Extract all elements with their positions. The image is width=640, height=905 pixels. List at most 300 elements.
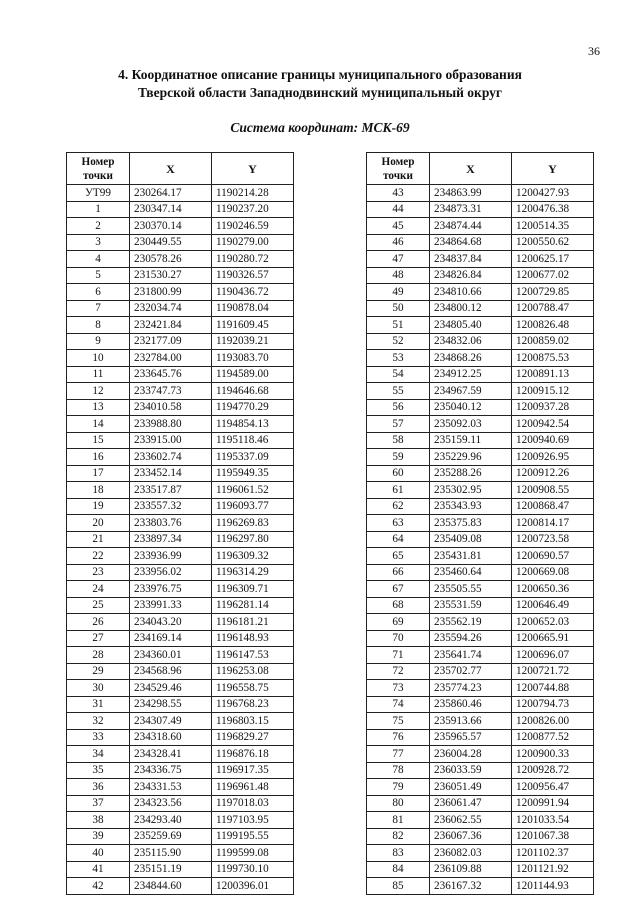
y-coordinate-cell: 1196768.23 [212,696,294,713]
x-coordinate-cell: 234864.68 [430,234,512,251]
point-number-cell: 17 [67,465,130,482]
point-number-cell: 42 [67,878,130,895]
point-number-cell: 54 [367,366,430,383]
x-coordinate-cell: 235259.69 [130,828,212,845]
point-number-cell: 55 [367,383,430,400]
y-coordinate-cell: 1200814.17 [512,515,594,532]
x-coordinate-cell: 234826.84 [430,267,512,284]
y-coordinate-cell: 1194646.68 [212,383,294,400]
point-number-cell: 70 [367,630,430,647]
y-coordinate-cell: 1196253.08 [212,663,294,680]
x-coordinate-cell: 234298.55 [130,696,212,713]
x-coordinate-cell: 230449.55 [130,234,212,251]
y-coordinate-cell: 1196093.77 [212,498,294,515]
point-number-cell: 20 [67,515,130,532]
table-row [367,597,594,614]
x-coordinate-cell: 231800.99 [130,284,212,301]
x-coordinate-cell: 233936.99 [130,548,212,565]
header-x: X [130,153,212,185]
y-coordinate-cell: 1200696.07 [512,647,594,664]
point-number-cell: 57 [367,416,430,433]
y-coordinate-cell: 1201144.93 [512,878,594,895]
table-row [67,795,294,812]
y-coordinate-cell: 1200625.17 [512,251,594,268]
table-header-row [367,153,594,185]
table-row [67,647,294,664]
y-coordinate-cell: 1200826.00 [512,713,594,730]
x-coordinate-cell: 234293.40 [130,812,212,829]
y-coordinate-cell: 1195118.46 [212,432,294,449]
x-coordinate-cell: 236004.28 [430,746,512,763]
y-coordinate-cell: 1196269.83 [212,515,294,532]
y-coordinate-cell: 1196181.21 [212,614,294,631]
y-coordinate-cell: 1190280.72 [212,251,294,268]
table-row [67,630,294,647]
y-coordinate-cell: 1200937.28 [512,399,594,416]
point-number-cell: 64 [367,531,430,548]
y-coordinate-cell: 1201067.38 [512,828,594,845]
y-coordinate-cell: 1201102.37 [512,845,594,862]
table-row [67,399,294,416]
x-coordinate-cell: 236067.36 [430,828,512,845]
y-coordinate-cell: 1200476.38 [512,201,594,218]
x-coordinate-cell: 234360.01 [130,647,212,664]
y-coordinate-cell: 1200723.58 [512,531,594,548]
y-coordinate-cell: 1196147.53 [212,647,294,664]
table-row [67,284,294,301]
y-coordinate-cell: 1200550.62 [512,234,594,251]
table-row [67,432,294,449]
x-coordinate-cell: 233897.34 [130,531,212,548]
point-number-cell: 79 [367,779,430,796]
table-row [367,696,594,713]
table-row [67,350,294,367]
y-coordinate-cell: 1200912.26 [512,465,594,482]
y-coordinate-cell: 1190279.00 [212,234,294,251]
coordinate-system-title: Система координат: МСК-69 [230,120,410,135]
x-coordinate-cell: 236109.88 [430,861,512,878]
y-coordinate-cell: 1196297.80 [212,531,294,548]
table-row [67,680,294,697]
y-coordinate-cell: 1200396.01 [212,878,294,895]
table-row [67,317,294,334]
y-coordinate-cell: 1200875.53 [512,350,594,367]
y-coordinate-cell: 1194589.00 [212,366,294,383]
header-y: Y [512,153,594,185]
y-coordinate-cell: 1200928.72 [512,762,594,779]
x-coordinate-cell: 234529.46 [130,680,212,697]
table-row [67,564,294,581]
x-coordinate-cell: 234328.41 [130,746,212,763]
table-row [67,366,294,383]
y-coordinate-cell: 1196558.75 [212,680,294,697]
table-row [367,284,594,301]
point-number-cell: 22 [67,548,130,565]
table-row [367,812,594,829]
table-row [367,300,594,317]
table-row [67,845,294,862]
y-coordinate-cell: 1200721.72 [512,663,594,680]
point-number-cell: 30 [67,680,130,697]
table-row [367,482,594,499]
point-number-cell: 15 [67,432,130,449]
y-coordinate-cell: 1199599.08 [212,845,294,862]
x-coordinate-cell: 234336.75 [130,762,212,779]
x-coordinate-cell: 236062.55 [430,812,512,829]
point-number-cell: 71 [367,647,430,664]
x-coordinate-cell: 234873.31 [430,201,512,218]
table-row [67,779,294,796]
x-coordinate-cell: 234868.26 [430,350,512,367]
coordinates-table-right [366,152,594,895]
y-coordinate-cell: 1196876.18 [212,746,294,763]
table-row [367,432,594,449]
x-coordinate-cell: 235151.19 [130,861,212,878]
x-coordinate-cell: 232421.84 [130,317,212,334]
y-coordinate-cell: 1194770.29 [212,399,294,416]
table-row [67,449,294,466]
y-coordinate-cell: 1200652.03 [512,614,594,631]
table-row [367,861,594,878]
point-number-cell: 29 [67,663,130,680]
header-x: X [430,153,512,185]
x-coordinate-cell: 235115.90 [130,845,212,862]
table-row [367,317,594,334]
x-coordinate-cell: 235562.19 [430,614,512,631]
x-coordinate-cell: 233747.73 [130,383,212,400]
y-coordinate-cell: 1199195.55 [212,828,294,845]
x-coordinate-cell: 233452.14 [130,465,212,482]
x-coordinate-cell: 236167.32 [430,878,512,895]
point-number-cell: 60 [367,465,430,482]
point-number-cell: 49 [367,284,430,301]
point-number-cell: 7 [67,300,130,317]
point-number-cell: 43 [367,185,430,202]
heading-line-1: 4. Координатное описание границы муниципального образования [118,67,522,82]
table-row [67,762,294,779]
y-coordinate-cell: 1200826.48 [512,317,594,334]
point-number-cell: 69 [367,614,430,631]
y-coordinate-cell: 1200427.93 [512,185,594,202]
point-number-cell: 72 [367,663,430,680]
point-number-cell: 74 [367,696,430,713]
table-row [67,482,294,499]
x-coordinate-cell: 233976.75 [130,581,212,598]
x-coordinate-cell: 235302.95 [430,482,512,499]
y-coordinate-cell: 1196917.35 [212,762,294,779]
y-coordinate-cell: 1200650.36 [512,581,594,598]
table-row [367,614,594,631]
point-number-cell: 40 [67,845,130,862]
point-number-cell: 34 [67,746,130,763]
point-number-cell: 33 [67,729,130,746]
x-coordinate-cell: 234805.40 [430,317,512,334]
y-coordinate-cell: 1196061.52 [212,482,294,499]
table-row [367,498,594,515]
point-number-cell: 48 [367,267,430,284]
header-point-number [67,153,130,185]
table-row [367,795,594,812]
table-row [67,861,294,878]
x-coordinate-cell: 235343.93 [430,498,512,515]
point-number-cell: 80 [367,795,430,812]
x-coordinate-cell: 235594.26 [430,630,512,647]
table-row [67,383,294,400]
x-coordinate-cell: 234832.06 [430,333,512,350]
point-number-cell: 68 [367,597,430,614]
table-row [67,878,294,895]
y-coordinate-cell: 1196281.14 [212,597,294,614]
table-row [367,333,594,350]
y-coordinate-cell: 1200900.33 [512,746,594,763]
y-coordinate-cell: 1199730.10 [212,861,294,878]
y-coordinate-cell: 1200942.54 [512,416,594,433]
table-row [367,449,594,466]
point-number-cell: 62 [367,498,430,515]
x-coordinate-cell: 231530.27 [130,267,212,284]
table-row [367,399,594,416]
point-number-cell: 65 [367,548,430,565]
y-coordinate-cell: 1200729.85 [512,284,594,301]
y-coordinate-cell: 1200646.49 [512,597,594,614]
point-number-cell: 77 [367,746,430,763]
table-row [367,663,594,680]
x-coordinate-cell: 235375.83 [430,515,512,532]
y-coordinate-cell: 1200744.88 [512,680,594,697]
x-coordinate-cell: 234810.66 [430,284,512,301]
point-number-cell: 63 [367,515,430,532]
x-coordinate-cell: 234331.53 [130,779,212,796]
y-coordinate-cell: 1200956.47 [512,779,594,796]
point-number-cell: 81 [367,812,430,829]
point-number-cell: 53 [367,350,430,367]
y-coordinate-cell: 1196309.71 [212,581,294,598]
table-row [67,713,294,730]
point-number-cell: 28 [67,647,130,664]
x-coordinate-cell: 235860.46 [430,696,512,713]
heading-line-2: Тверской области Западнодвинский муниципальный округ [137,85,503,100]
y-coordinate-cell: 1190246.59 [212,218,294,235]
x-coordinate-cell: 235460.64 [430,564,512,581]
table-row [67,548,294,565]
table-row [367,465,594,482]
table-row [67,201,294,218]
y-coordinate-cell: 1200514.35 [512,218,594,235]
point-number-cell: 11 [67,366,130,383]
table-row [367,878,594,895]
point-number-cell: 85 [367,878,430,895]
table-row [67,597,294,614]
x-coordinate-cell: 234043.20 [130,614,212,631]
point-number-cell: 44 [367,201,430,218]
y-coordinate-cell: 1194854.13 [212,416,294,433]
table-row [367,713,594,730]
table-row [67,333,294,350]
x-coordinate-cell: 234874.44 [430,218,512,235]
table-row [367,746,594,763]
x-coordinate-cell: 230370.14 [130,218,212,235]
y-coordinate-cell: 1200891.13 [512,366,594,383]
y-coordinate-cell: 1200690.57 [512,548,594,565]
point-number-cell: 12 [67,383,130,400]
table-row [367,383,594,400]
x-coordinate-cell: 235531.59 [430,597,512,614]
table-row [67,465,294,482]
x-coordinate-cell: 233988.80 [130,416,212,433]
table-row [67,696,294,713]
point-number-cell: 18 [67,482,130,499]
point-number-cell: 76 [367,729,430,746]
header-point-line1: Номер [381,155,415,168]
table-row [367,416,594,433]
y-coordinate-cell: 1190214.28 [212,185,294,202]
y-coordinate-cell: 1200859.02 [512,333,594,350]
y-coordinate-cell: 1200677.02 [512,267,594,284]
table-row [67,251,294,268]
x-coordinate-cell: 234912.25 [430,366,512,383]
x-coordinate-cell: 235774.23 [430,680,512,697]
table-row [367,218,594,235]
y-coordinate-cell: 1201121.92 [512,861,594,878]
point-number-cell: 37 [67,795,130,812]
x-coordinate-cell: 234010.58 [130,399,212,416]
table-row [367,779,594,796]
y-coordinate-cell: 1200926.95 [512,449,594,466]
point-number-cell: 50 [367,300,430,317]
y-coordinate-cell: 1200991.94 [512,795,594,812]
y-coordinate-cell: 1197018.03 [212,795,294,812]
x-coordinate-cell: 233956.02 [130,564,212,581]
x-coordinate-cell: 235409.08 [430,531,512,548]
point-number-cell: 32 [67,713,130,730]
table-row [67,812,294,829]
x-coordinate-cell: 236051.49 [430,779,512,796]
y-coordinate-cell: 1200877.52 [512,729,594,746]
point-number-cell: 84 [367,861,430,878]
x-coordinate-cell: 236082.03 [430,845,512,862]
table-row [367,828,594,845]
x-coordinate-cell: 235913.66 [430,713,512,730]
point-number-cell: 45 [367,218,430,235]
point-number-cell: 10 [67,350,130,367]
x-coordinate-cell: 235505.55 [430,581,512,598]
x-coordinate-cell: 235040.12 [430,399,512,416]
x-coordinate-cell: 234568.96 [130,663,212,680]
header-point-line1: Номер [81,155,115,168]
table-row [67,581,294,598]
table-row [67,531,294,548]
point-number-cell: 39 [67,828,130,845]
x-coordinate-cell: 232784.00 [130,350,212,367]
point-number-cell: 51 [367,317,430,334]
table-row [67,234,294,251]
x-coordinate-cell: 235229.96 [430,449,512,466]
point-number-cell: 14 [67,416,130,433]
point-number-cell: 83 [367,845,430,862]
x-coordinate-cell: 234318.60 [130,729,212,746]
table-row [67,746,294,763]
x-coordinate-cell: 234169.14 [130,630,212,647]
table-row [367,531,594,548]
table-row [67,300,294,317]
y-coordinate-cell: 1200794.73 [512,696,594,713]
point-number-cell: 82 [367,828,430,845]
table-row [67,416,294,433]
point-number-cell: 67 [367,581,430,598]
y-coordinate-cell: 1193083.70 [212,350,294,367]
table-row [367,185,594,202]
coordinates-table-left [66,152,294,895]
table-row [367,366,594,383]
point-number-cell: 9 [67,333,130,350]
table-row [67,828,294,845]
point-number-cell: 25 [67,597,130,614]
table-header-row [67,153,294,185]
y-coordinate-cell: 1196829.27 [212,729,294,746]
point-number-cell: 38 [67,812,130,829]
y-coordinate-cell: 1200940.69 [512,432,594,449]
x-coordinate-cell: 234863.99 [430,185,512,202]
point-number-cell: 8 [67,317,130,334]
point-number-cell: 16 [67,449,130,466]
header-point-number [367,153,430,185]
point-number-cell: 5 [67,267,130,284]
point-number-cell: УТ99 [67,185,130,202]
y-coordinate-cell: 1200908.55 [512,482,594,499]
point-number-cell: 4 [67,251,130,268]
y-coordinate-cell: 1200868.47 [512,498,594,515]
table-row [367,581,594,598]
point-number-cell: 31 [67,696,130,713]
y-coordinate-cell: 1190326.57 [212,267,294,284]
y-coordinate-cell: 1200788.47 [512,300,594,317]
point-number-cell: 19 [67,498,130,515]
y-coordinate-cell: 1192039.21 [212,333,294,350]
x-coordinate-cell: 233803.76 [130,515,212,532]
table-row [367,762,594,779]
point-number-cell: 41 [67,861,130,878]
y-coordinate-cell: 1201033.54 [512,812,594,829]
x-coordinate-cell: 232034.74 [130,300,212,317]
y-coordinate-cell: 1196961.48 [212,779,294,796]
point-number-cell: 26 [67,614,130,631]
x-coordinate-cell: 236033.59 [430,762,512,779]
point-number-cell: 35 [67,762,130,779]
y-coordinate-cell: 1190878.04 [212,300,294,317]
x-coordinate-cell: 235431.81 [430,548,512,565]
y-coordinate-cell: 1196309.32 [212,548,294,565]
table-row [367,251,594,268]
point-number-cell: 1 [67,201,130,218]
point-number-cell: 47 [367,251,430,268]
x-coordinate-cell: 233645.76 [130,366,212,383]
point-number-cell: 36 [67,779,130,796]
y-coordinate-cell: 1196803.15 [212,713,294,730]
x-coordinate-cell: 230264.17 [130,185,212,202]
y-coordinate-cell: 1200665.91 [512,630,594,647]
x-coordinate-cell: 234307.49 [130,713,212,730]
x-coordinate-cell: 233517.87 [130,482,212,499]
table-row [67,267,294,284]
point-number-cell: 75 [367,713,430,730]
point-number-cell: 6 [67,284,130,301]
x-coordinate-cell: 235965.57 [430,729,512,746]
y-coordinate-cell: 1197103.95 [212,812,294,829]
table-row [367,350,594,367]
table-row [367,548,594,565]
table-row [67,515,294,532]
x-coordinate-cell: 235702.77 [430,663,512,680]
